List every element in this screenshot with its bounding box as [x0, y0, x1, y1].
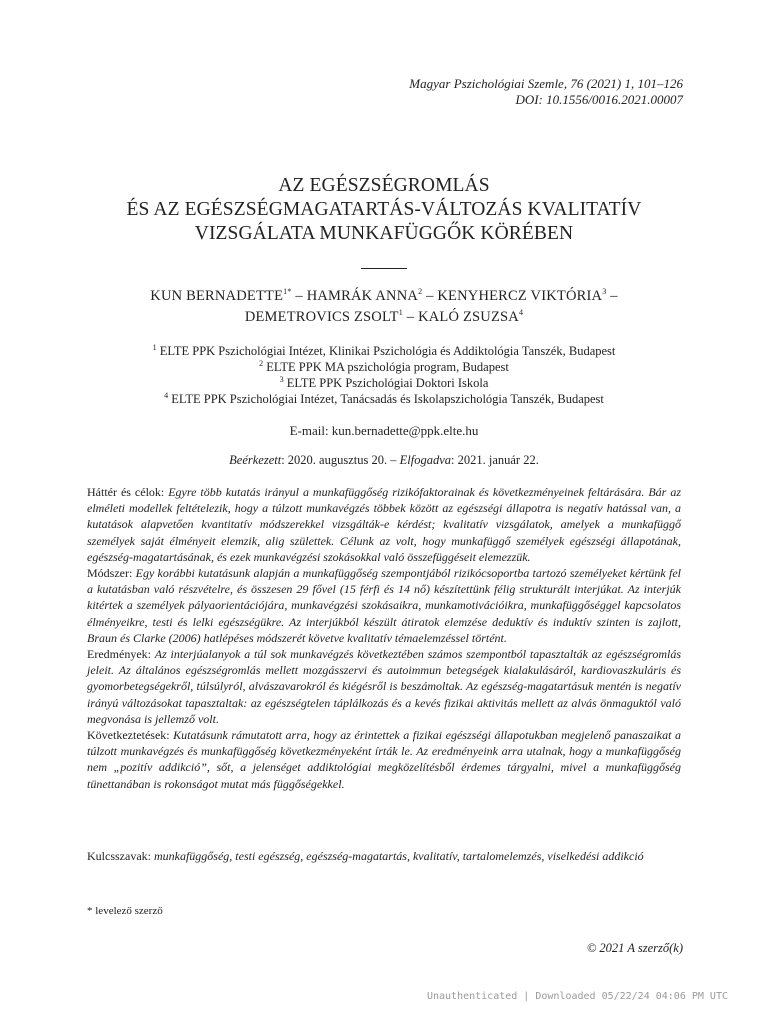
abstract — [87, 484, 681, 792]
section-text: Egyre több kutatás irányul a munkafüggőség rizikófaktorainak és következményeinek feltárására. Bár az elméleti modellek feltételezik, hogy a túlzott munkavégzés többek között az egészségi állapotra is negatív hatással van, a kutatások alapvetően kvantitatív módszerekkel vizsgálták-e kérdést; kvalitatív vizsgálatok, amelyek a munkafüggő személyek saját élményeit elemzik, alig születtek. Célunk az volt, hogy munkafüggő személyek egészségi állapotának, egészség-magatartásának, és ezek munkavégzési szokásokkal való összefüggéseit elemezzük. — [87, 485, 681, 564]
article-title — [60, 174, 708, 246]
author-line-1 — [60, 286, 708, 307]
author-line-2 — [60, 307, 708, 328]
section-label: Módszer: — [87, 566, 136, 581]
abstract-results — [87, 646, 681, 727]
author-affil-mark: 3 — [602, 287, 607, 296]
affiliation-text: ELTE PPK Pszichológiai Intézet, Tanácsadás és Iskolapszichológia Tanszék, Budapest — [168, 392, 604, 406]
copyright-notice: © 2021 A szerző(k) — [586, 941, 683, 955]
author-separator: – — [422, 288, 438, 304]
section-text: Kutatásunk rámutatott arra, hogy az érintettek a fizikai egészségi állapotukban megjelenő panaszaikat a túlzott munkavégzés és munkafüggőség következményeként írták le. Az eredményeink arra utalnak, hogy a munkafüggőség nem „pozitív addikció”, sőt, a jelenséget addiktológiai megközelítésből érdemes tárgyalni, mivel a munkafüggőség tünettanában is rokonságot mutat más függőségekkel. — [87, 728, 681, 791]
section-text: Az interjúalanyok a túl sok munkavégzés következtében számos szempontból tapasztalták az egészségromlás jeleit. Az általános egészségromlás mellett mozgásszervi és autoimmun betegségek kialakulásáról, kardiovaszkuláris és gyomorbetegségekről, túlsúlyról, alvászavarokról és kiégésről is beszámoltak. Az egészség-magatartásuk mentén is negatív irányú változásokat tapasztaltak: az egészségtelen táplálkozás és a kevés fizikai aktivitás mellett az alvás önmaguktól való megvonása is jellemző volt. — [87, 647, 681, 726]
journal-citation: Magyar Pszichológiai Szemle, 76 (2021) 1, 101–126 — [409, 76, 683, 91]
section-label: Eredmények: — [87, 647, 155, 662]
author-name: DEMETROVICS ZSOLT — [244, 309, 399, 325]
author-affil-mark: 4 — [518, 308, 524, 317]
affiliation-number: 2 — [259, 359, 264, 368]
author-name: KALÓ ZSUZSA — [418, 309, 519, 325]
affiliation-text: ELTE PPK Pszichológiai Intézet, Klinikai Pszichológia és Addiktológia Tanszék, Budapest — [156, 344, 616, 358]
affiliation-item — [60, 343, 708, 359]
author-affil-mark: 1 — [398, 308, 403, 317]
keywords-label: Kulcsszavak: — [87, 849, 154, 863]
affiliation-number: 4 — [164, 391, 169, 400]
section-label: Következtetések: — [87, 728, 174, 743]
author-name: KUN BERNADETTE — [150, 288, 284, 304]
affiliation-item — [60, 359, 708, 375]
contact-email[interactable]: E-mail: kun.bernadette@ppk.elte.hu — [289, 423, 479, 438]
section-text: Egy korábbi kutatásunk alapján a munkafüggőség szempontjából rizikócsoportba tartozó személyeket kértünk fel a kutatásban való részvételre, és összesen 29 fővel (15 férfi és 14 nő) készítettünk félig strukturált interjúkat. Az interjúk kitértek a személyek pályaorientációjára, munkavégzési szokásaikra, munkamotivációikra, munkafüggőséggel kapcsolatos élményeikre, testi és lelki egészségükre. Az interjúkból készült átiratok elemzése deduktív és induktív szinten is zajlott, Braun és Clarke (2006) hatlépéses módszerét követve kvalitatív témaelemzéssel történt. — [87, 566, 681, 645]
section-label: Háttér és célok: — [87, 485, 169, 499]
received-label: Beérkezett — [229, 453, 282, 467]
affiliation-item — [60, 375, 708, 391]
keywords-text: munkafüggőség, testi egészség, egészség-magatartás, kvalitatív, tartalomelemzés, viselkedési addikció — [153, 849, 644, 863]
author-name: HAMRÁK ANNA — [306, 288, 419, 304]
author-separator: – — [606, 288, 618, 304]
affiliation-text: ELTE PPK Pszichológiai Doktori Iskola — [283, 376, 489, 390]
affiliation-text: ELTE PPK MA pszichológia program, Budapest — [263, 360, 509, 374]
accepted-label: Elfogadva — [399, 453, 451, 467]
accepted-date: : 2021. január 22. — [451, 453, 539, 467]
author-separator: – — [291, 288, 307, 304]
corresponding-author-footnote: * levelező szerző — [87, 905, 163, 917]
author-separator: – — [402, 309, 419, 325]
abstract-background — [87, 484, 681, 565]
abstract-conclusions — [87, 727, 681, 792]
affiliations — [60, 343, 708, 407]
submission-dates — [60, 452, 708, 468]
affiliation-number: 3 — [279, 375, 284, 384]
affiliation-item — [60, 391, 708, 407]
journal-reference — [409, 76, 683, 108]
doi[interactable]: DOI: 10.1556/0016.2021.00007 — [515, 92, 683, 107]
title-line-2: ÉS AZ EGÉSZSÉGMAGATARTÁS-VÁLTOZÁS KVALITATÍV — [126, 199, 642, 220]
author-affil-mark: 1* — [283, 287, 292, 296]
abstract-methods — [87, 565, 681, 646]
title-line-1: AZ EGÉSZSÉGROMLÁS — [278, 175, 490, 196]
author-list — [60, 286, 708, 328]
title-divider — [361, 268, 407, 269]
author-affil-mark: 2 — [418, 287, 423, 296]
download-watermark: Unauthenticated | Downloaded 05/22/24 04:06 PM UTC — [426, 991, 728, 1002]
affiliation-number: 1 — [152, 343, 157, 352]
title-line-3: VIZSGÁLATA MUNKAFÜGGŐK KÖRÉBEN — [194, 223, 574, 244]
keywords — [87, 848, 681, 864]
author-name: KENYHERCZ VIKTÓRIA — [437, 288, 603, 304]
received-date: : 2020. augusztus 20. – — [281, 453, 400, 467]
